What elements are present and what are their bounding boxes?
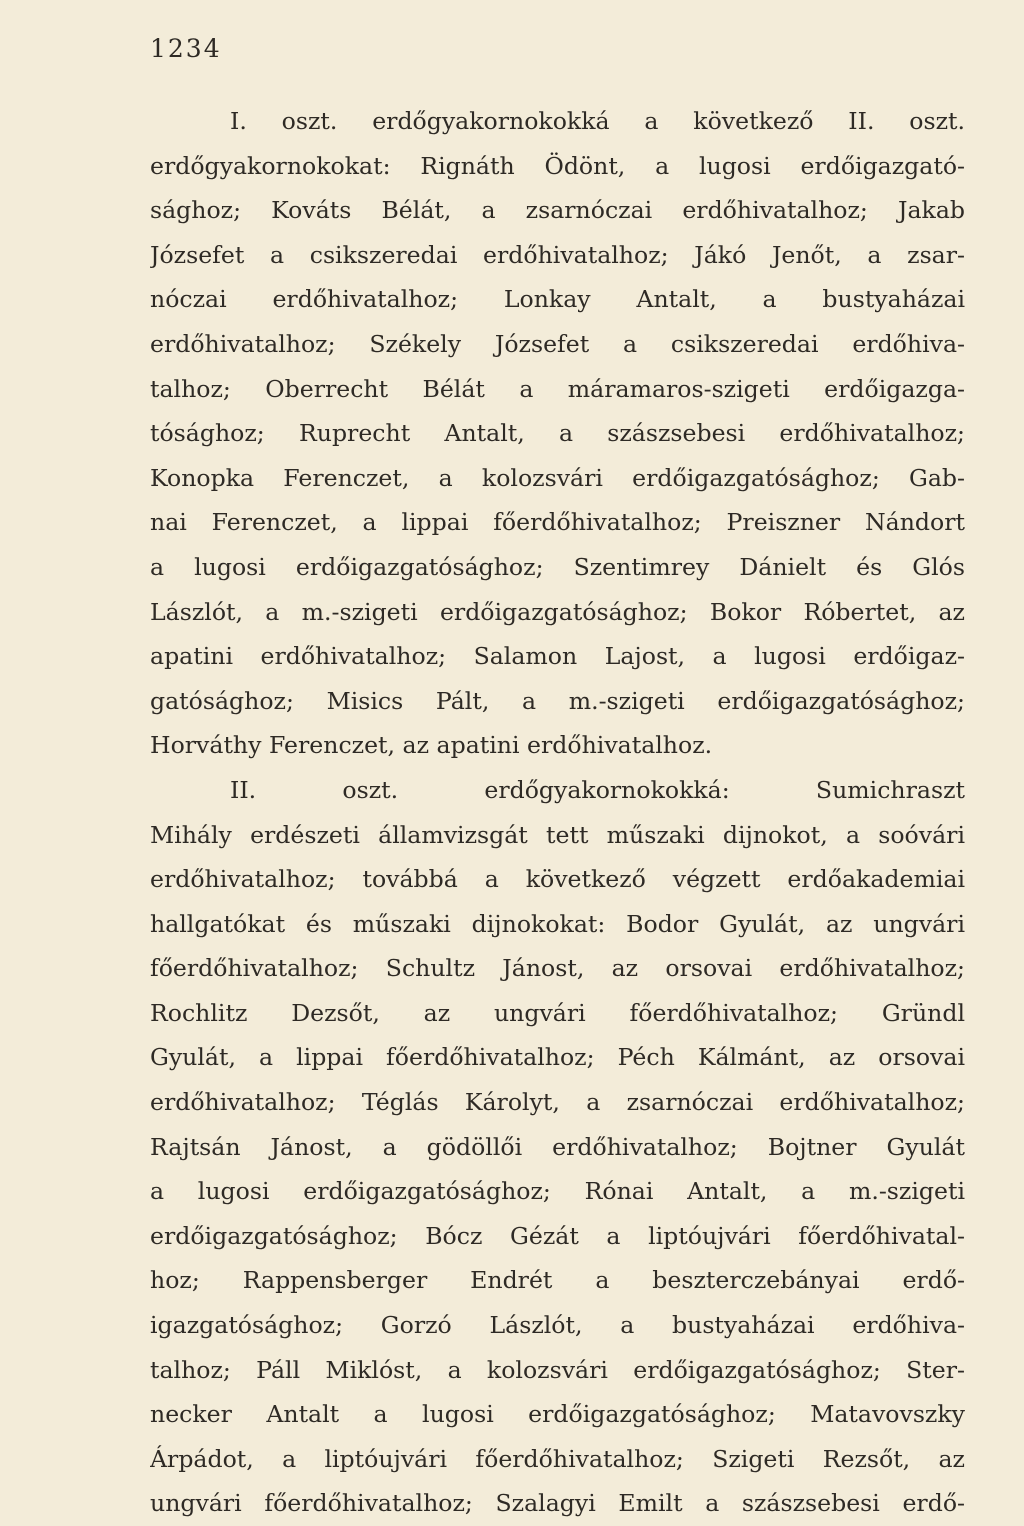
page-number: 1234 (150, 34, 222, 63)
text-line: hallgatókat és műszaki dijnokokat: Bodor Gyulát, az ungvári (150, 909, 965, 938)
text-line: Rochlitz Dezsőt, az ungvári főerdőhivatalhoz; Gründl (150, 998, 965, 1027)
text-line: gatósághoz; Misics Pált, a m.-szigeti erdőigazgatósághoz; (150, 686, 965, 715)
text-line: a lugosi erdőigazgatósághoz; Szentimrey Dánielt és Glós (150, 552, 965, 581)
text-line: erdőigazgatósághoz; Bócz Gézát a liptóujvári főerdőhivatal- (150, 1221, 965, 1250)
text-line: erdőhivatalhoz; Székely Józsefet a csikszeredai erdőhiva- (150, 329, 965, 358)
text-line: Mihály erdészeti államvizsgát tett műszaki dijnokot, a soóvári (150, 820, 965, 849)
text-line: hoz; Rappensberger Endrét a beszterczebányai erdő- (150, 1266, 965, 1295)
text-line: Konopka Ferenczet, a kolozsvári erdőigazgatósághoz; Gab- (150, 463, 965, 492)
text-line: Józsefet a csikszeredai erdőhivatalhoz; Jákó Jenőt, a zsar- (150, 240, 965, 269)
text-line: a lugosi erdőigazgatósághoz; Rónai Antalt, a m.-szigeti (150, 1177, 965, 1206)
text-line: II. oszt. erdőgyakornokokká: Sumichraszt (230, 775, 965, 804)
text-line: tósághoz; Ruprecht Antalt, a szászsebesi erdőhivatalhoz; (150, 419, 965, 448)
text-line: Horváthy Ferenczet, az apatini erdőhivatalhoz. (150, 731, 713, 760)
text-line: főerdőhivatalhoz; Schultz Jánost, az orsovai erdőhivatalhoz; (150, 954, 965, 983)
text-line: igazgatósághoz; Gorzó Lászlót, a bustyaházai erdőhiva- (150, 1311, 965, 1340)
text-line: necker Antalt a lugosi erdőigazgatósághoz; Matavovszky (150, 1400, 965, 1429)
text-line: Rajtsán Jánost, a gödöllői erdőhivatalhoz; Bojtner Gyulát (150, 1132, 965, 1161)
text-line: nóczai erdőhivatalhoz; Lonkay Antalt, a bustyaházai (150, 285, 965, 314)
text-line: erdőgyakornokokat: Rignáth Ödönt, a lugosi erdőigazgató- (150, 151, 965, 180)
body-text (150, 99, 965, 1526)
text-line: talhoz; Páll Miklóst, a kolozsvári erdőigazgatósághoz; Ster- (150, 1355, 965, 1384)
text-line: Gyulát, a lippai főerdőhivatalhoz; Péch Kálmánt, az orsovai (150, 1043, 965, 1072)
text-line: Lászlót, a m.-szigeti erdőigazgatósághoz; Bokor Róbertet, az (150, 597, 965, 626)
text-line: apatini erdőhivatalhoz; Salamon Lajost, a lugosi erdőigaz- (150, 642, 965, 671)
text-line: I. oszt. erdőgyakornokokká a következő II. oszt. (230, 107, 965, 135)
text-line: nai Ferenczet, a lippai főerdőhivatalhoz; Preiszner Nándort (150, 508, 965, 537)
text-line: erdőhivatalhoz; Téglás Károlyt, a zsarnóczai erdőhivatalhoz; (150, 1088, 965, 1117)
text-line: Árpádot, a liptóujvári főerdőhivatalhoz; Szigeti Rezsőt, az (150, 1444, 965, 1473)
text-line: ungvári főerdőhivatalhoz; Szalagyi Emilt a szászsebesi erdő- (150, 1489, 965, 1518)
text-line: sághoz; Kováts Bélát, a zsarnóczai erdőhivatalhoz; Jakab (150, 196, 965, 225)
text-line: erdőhivatalhoz; továbbá a következő végzett erdőakademiai (150, 865, 965, 894)
text-line: talhoz; Oberrecht Bélát a máramaros-szigeti erdőigazga- (150, 374, 965, 403)
